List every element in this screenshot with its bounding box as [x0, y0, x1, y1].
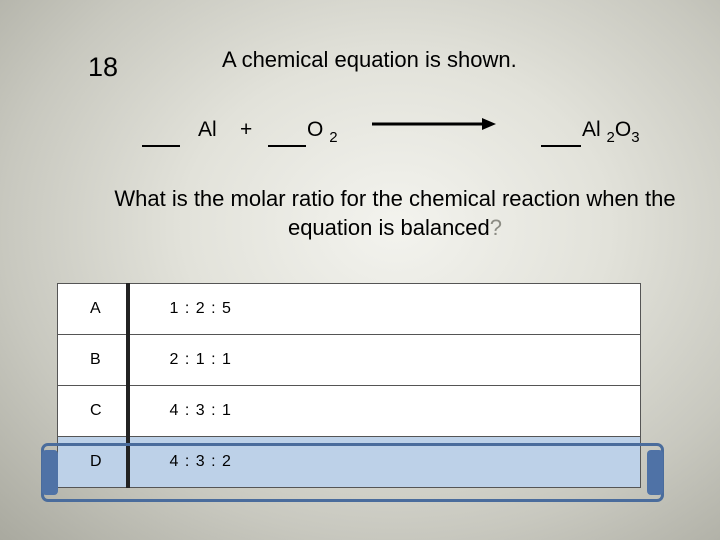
choice-letter: A [58, 284, 128, 335]
choice-letter: D [58, 437, 128, 488]
coefficient-blank-al2o3 [541, 145, 581, 147]
answer-choices [57, 283, 641, 488]
choice-a[interactable] [58, 284, 641, 335]
reaction-arrow-icon [372, 116, 496, 132]
choice-c[interactable] [58, 386, 641, 437]
choice-letter: C [58, 386, 128, 437]
choice-b[interactable] [58, 335, 641, 386]
coefficient-blank-al [142, 145, 180, 147]
coefficient-blank-o2 [268, 145, 306, 147]
choice-d[interactable] [58, 437, 641, 488]
choice-ratio: 1 : 2 : 5 [128, 284, 641, 335]
question-prompt: A chemical equation is shown. [222, 47, 517, 72]
question-number: 18 [88, 52, 119, 82]
choice-letter: B [58, 335, 128, 386]
choice-ratio: 4 : 3 : 2 [128, 437, 641, 488]
reactant-o2: O $_2$ [307, 118, 338, 146]
product-al2o3: Al $_2O_3$ [582, 118, 640, 146]
reactant-al: Al [198, 118, 217, 141]
choice-ratio: 4 : 3 : 1 [128, 386, 641, 437]
question-text: What is the molar ratio for the chemical reaction when the equation is balanced? [114, 186, 676, 240]
choice-ratio: 2 : 1 : 1 [128, 335, 641, 386]
plus-sign: + [240, 118, 253, 141]
